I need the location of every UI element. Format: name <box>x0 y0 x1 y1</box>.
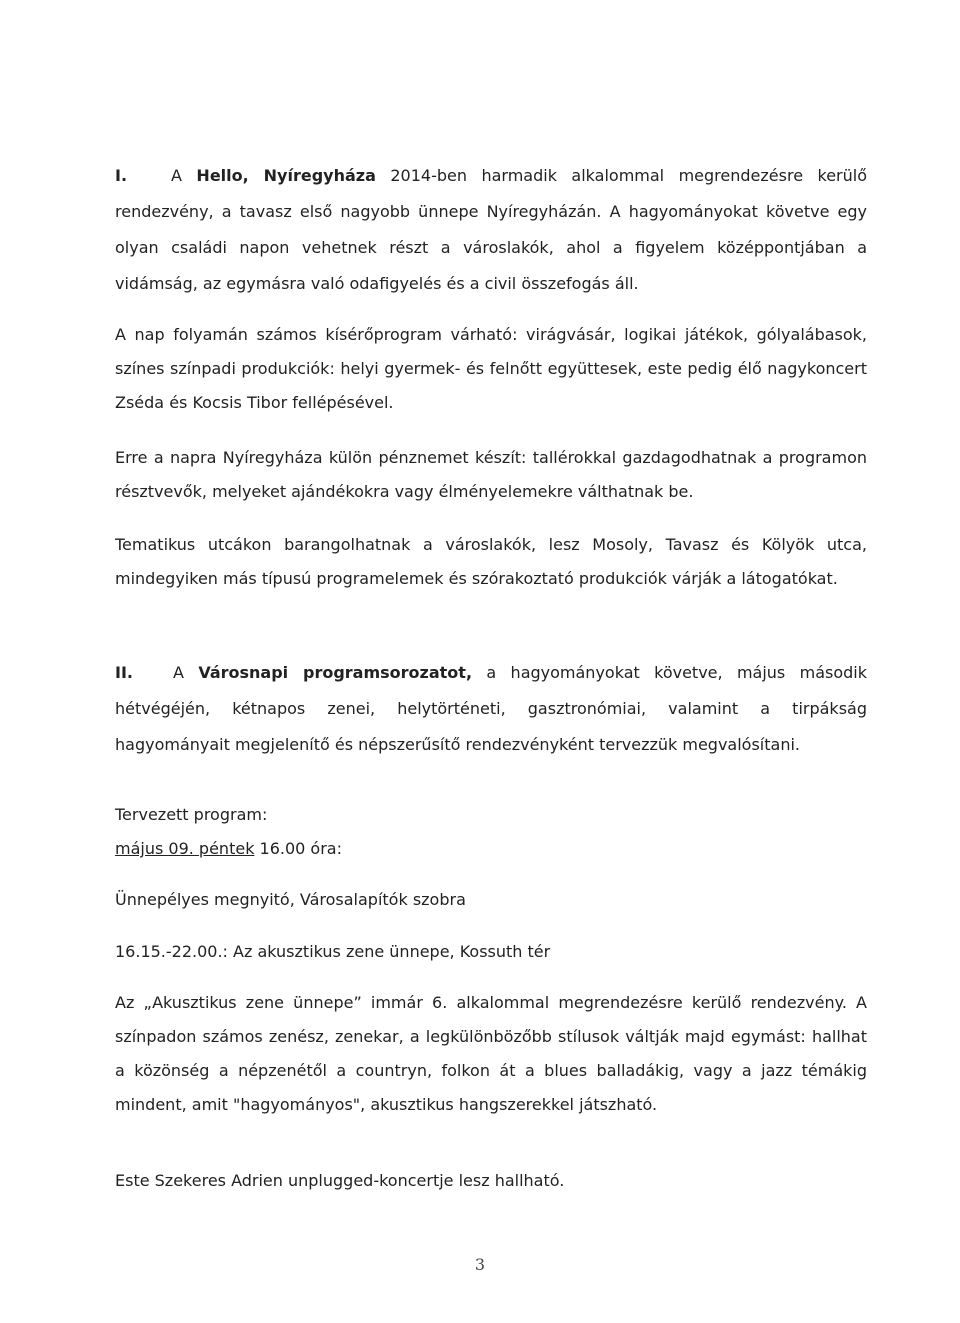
program-date-time: 16.00 óra: <box>254 839 342 858</box>
program-date-underlined: május 09. péntek <box>115 839 255 858</box>
section1-p1-pre: A <box>171 166 197 185</box>
section2-number: II. <box>115 663 133 682</box>
event-name-varosnapi: Városnapi programsorozatot, <box>198 663 473 682</box>
section1-number: I. <box>115 166 128 185</box>
section1-paragraph1 <box>115 158 867 302</box>
section2-paragraph3: Este Szekeres Adrien unplugged-koncertje lesz hallható. <box>115 1171 565 1190</box>
section2-paragraph1 <box>115 655 867 763</box>
section1-paragraph2: A nap folyamán számos kísérőprogram várható: virágvásár, logikai játékok, gólyalábasok, színes színpadi produkciók: helyi gyermek- és felnőtt együttesek, este pedig élő nagykoncert Zséda és Kocsis Tibor fellépésével. <box>115 325 867 412</box>
event-name-hello-nyiregyhaza: Hello, Nyíregyháza <box>196 166 376 185</box>
section1-paragraph4: Tematikus utcákon barangolhatnak a városlakók, lesz Mosoly, Tavasz és Kölyök utca, mindegyiken más típusú programelemek és szórakoztató produkciók várják a látogatókat. <box>115 535 867 588</box>
program-item-opening: Ünnepélyes megnyitó, Városalapítók szobra <box>115 890 466 909</box>
program-date <box>115 837 342 861</box>
section2-paragraph2: Az „Akusztikus zene ünnepe” immár 6. alkalommal megrendezésre kerülő rendezvény. A színpadon számos zenész, zenekar, a legkülönbözőbb stílusok váltják majd egymást: hallhat a közönség a népzenétől a countryn, folkon át a blues balladákig, vagy a jazz témákig mindent, amit "hagyományos", akusztikus hangszerekkel játszható. <box>115 993 867 1114</box>
page-number: 3 <box>474 1255 486 1274</box>
section1-p1-post: 2014-ben harmadik alkalommal megrendezésre kerülő rendezvény, a tavasz első nagyobb ünnepe Nyíregyházán. A hagyományokat követve egy olyan családi napon vehetnek részt a városlakók, ahol a figyelem középpontjában a vidámság, az egymásra való odafigyelés és a civil összefogás áll. <box>115 166 868 293</box>
program-item-acoustic: 16.15.-22.00.: Az akusztikus zene ünnepe, Kossuth tér <box>115 942 551 961</box>
section2-p1-post: a hagyományokat követve, május második hétvégéjén, kétnapos zenei, helytörténeti, gasztronómiai, valamint a tirpákság hagyományait megjelenítő és népszerűsítő rendezvényként tervezzük megvalósítani. <box>115 663 868 754</box>
program-heading: Tervezett program: <box>115 805 268 824</box>
section2-p1-pre: A <box>173 663 199 682</box>
section1-paragraph3: Erre a napra Nyíregyháza külön pénznemet készít: tallérokkal gazdagodhatnak a programon résztvevők, melyeket ajándékokra vagy élményelemekre válthatnak be. <box>115 448 867 501</box>
